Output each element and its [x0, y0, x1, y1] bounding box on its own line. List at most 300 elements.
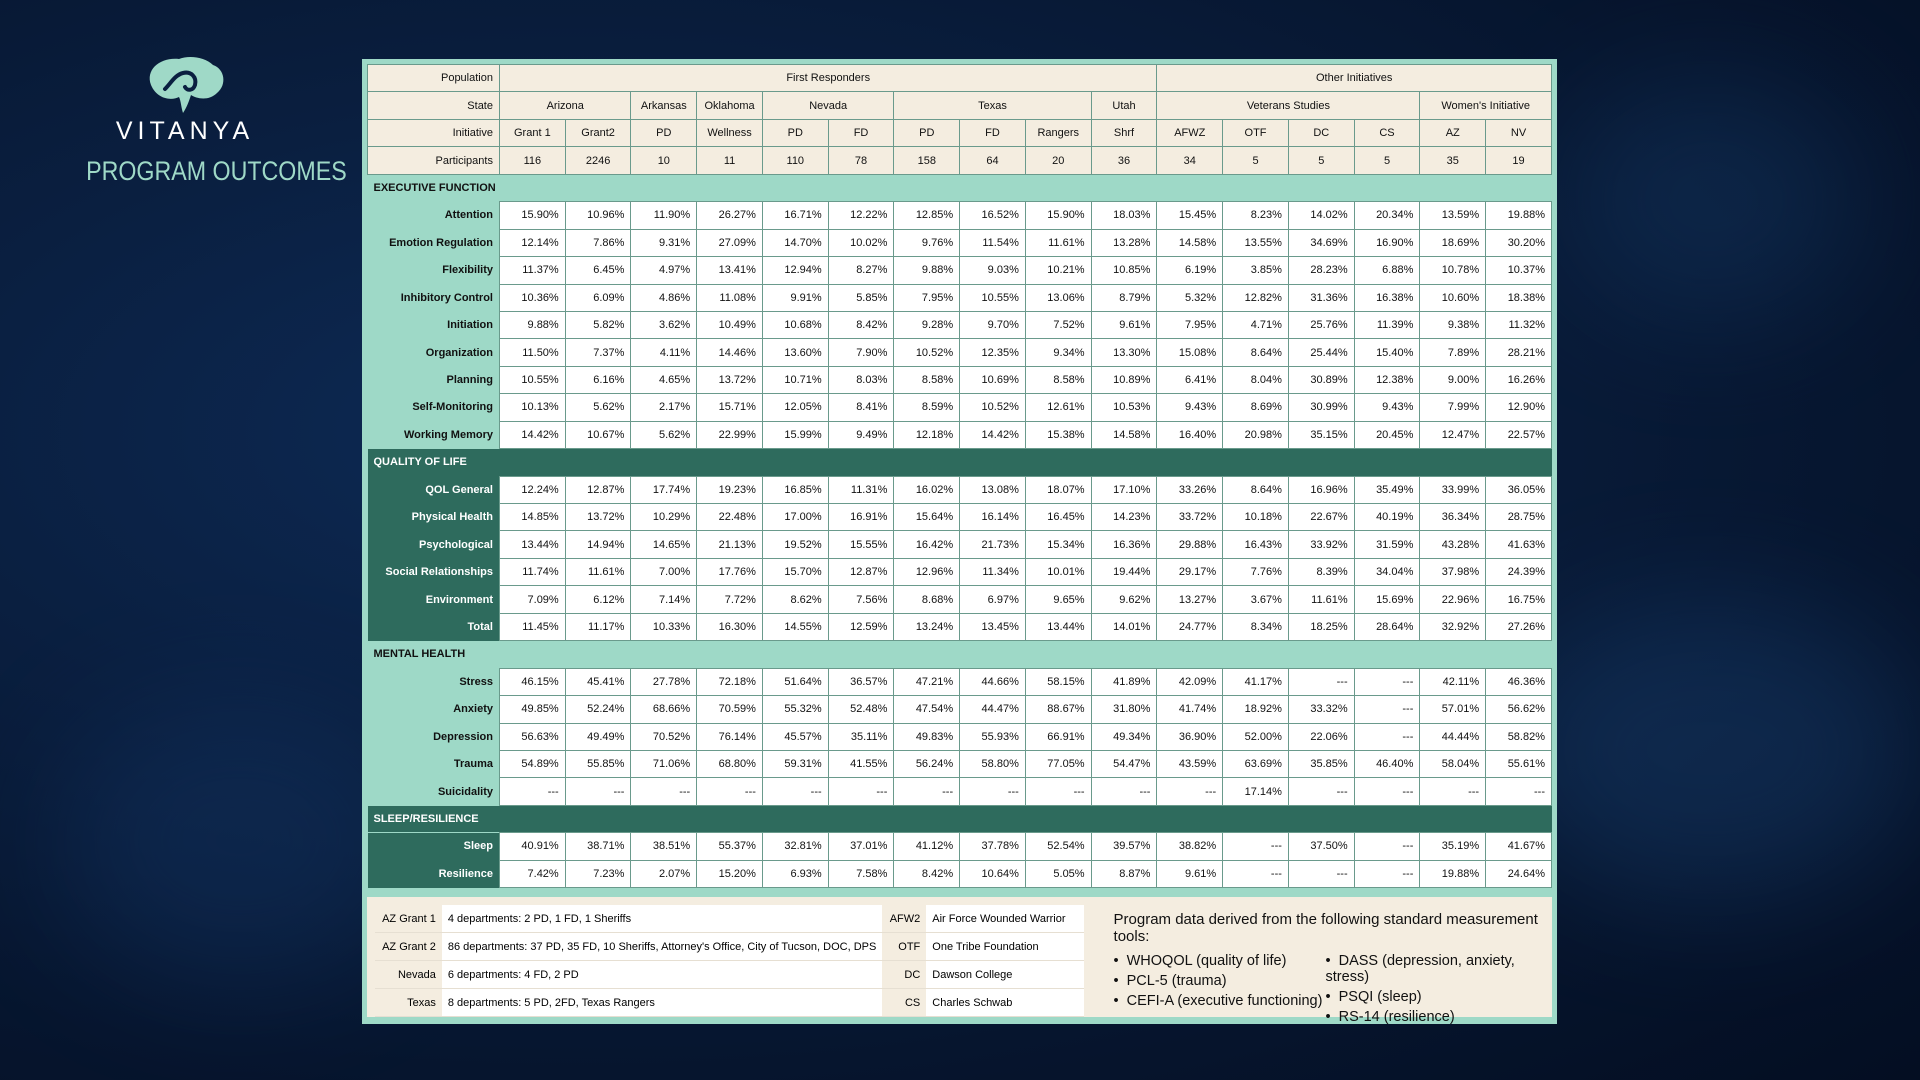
- table-cell: 19.52%: [762, 531, 828, 558]
- initiative-cell: AZ: [1420, 119, 1486, 146]
- table-cell: 35.19%: [1420, 833, 1486, 860]
- state-texas: Texas: [894, 92, 1091, 119]
- participants-cell: 11: [697, 147, 763, 174]
- table-cell: 6.19%: [1157, 257, 1223, 284]
- tool-item: • WHOQOL (quality of life): [1114, 953, 1326, 969]
- table-cell: 13.41%: [697, 257, 763, 284]
- table-cell: 56.63%: [499, 723, 565, 750]
- legend-row: [375, 905, 1084, 933]
- table-cell: 3.62%: [631, 311, 697, 338]
- population-label: Population: [368, 65, 500, 92]
- table-cell: 6.16%: [565, 366, 631, 393]
- table-cell: ---: [762, 778, 828, 805]
- table-cell: 2.07%: [631, 860, 697, 887]
- table-cell: 13.30%: [1091, 339, 1157, 366]
- table-cell: 13.72%: [565, 504, 631, 531]
- legend-value: Dawson College: [926, 961, 1083, 989]
- table-cell: 18.03%: [1091, 202, 1157, 229]
- table-cell: 16.90%: [1354, 229, 1420, 256]
- table-cell: 13.06%: [1025, 284, 1091, 311]
- table-cell: 12.35%: [960, 339, 1026, 366]
- table-cell: 11.32%: [1486, 311, 1552, 338]
- population-first-responders: First Responders: [499, 65, 1156, 92]
- table-cell: 11.31%: [828, 476, 894, 503]
- table-cell: 31.59%: [1354, 531, 1420, 558]
- table-cell: 19.23%: [697, 476, 763, 503]
- legend-key: Texas: [375, 989, 442, 1017]
- table-cell: 41.67%: [1486, 833, 1552, 860]
- table-cell: 9.61%: [1157, 860, 1223, 887]
- table-cell: ---: [894, 778, 960, 805]
- participants-cell: 34: [1157, 147, 1223, 174]
- tools-column-1: [1114, 953, 1326, 1029]
- row-label: Resilience: [368, 860, 500, 887]
- table-cell: 12.87%: [565, 476, 631, 503]
- state-arizona: Arizona: [499, 92, 630, 119]
- table-cell: 36.90%: [1157, 723, 1223, 750]
- table-cell: 20.34%: [1354, 202, 1420, 229]
- table-cell: 8.87%: [1091, 860, 1157, 887]
- table-cell: 46.36%: [1486, 668, 1552, 695]
- section-title: MENTAL HEALTH: [368, 641, 1552, 668]
- table-cell: 22.96%: [1420, 586, 1486, 613]
- table-cell: 9.62%: [1091, 586, 1157, 613]
- table-row: [368, 778, 1552, 805]
- table-cell: 27.09%: [697, 229, 763, 256]
- table-cell: 8.03%: [828, 366, 894, 393]
- initiative-cell: Rangers: [1025, 119, 1091, 146]
- table-cell: 34.04%: [1354, 558, 1420, 585]
- initiative-cell: PD: [894, 119, 960, 146]
- table-cell: ---: [1420, 778, 1486, 805]
- table-cell: 13.55%: [1223, 229, 1289, 256]
- legend-key: AZ Grant 2: [375, 933, 442, 961]
- table-cell: 40.91%: [499, 833, 565, 860]
- table-cell: 33.26%: [1157, 476, 1223, 503]
- table-cell: 7.58%: [828, 860, 894, 887]
- table-cell: 7.00%: [631, 558, 697, 585]
- table-cell: 4.65%: [631, 366, 697, 393]
- state-womens-initiative: Women's Initiative: [1420, 92, 1552, 119]
- table-cell: 32.92%: [1420, 613, 1486, 640]
- table-cell: 13.45%: [960, 613, 1026, 640]
- table-cell: 35.15%: [1288, 421, 1354, 448]
- participants-cell: 19: [1486, 147, 1552, 174]
- table-cell: 18.92%: [1223, 696, 1289, 723]
- participants-cell: 35: [1420, 147, 1486, 174]
- initiative-cell: DC: [1288, 119, 1354, 146]
- legend-value: 6 departments: 4 FD, 2 PD: [442, 961, 882, 989]
- legend-key: AFW2: [882, 905, 926, 933]
- table-cell: 5.62%: [565, 394, 631, 421]
- table-cell: ---: [1091, 778, 1157, 805]
- table-cell: 11.37%: [499, 257, 565, 284]
- table-cell: 9.61%: [1091, 311, 1157, 338]
- row-label: Total: [368, 613, 500, 640]
- table-cell: 12.18%: [894, 421, 960, 448]
- table-cell: 13.44%: [499, 531, 565, 558]
- table-cell: 22.06%: [1288, 723, 1354, 750]
- initiative-cell: AFWZ: [1157, 119, 1223, 146]
- table-cell: 7.89%: [1420, 339, 1486, 366]
- tool-item: • PCL-5 (trauma): [1114, 973, 1326, 989]
- tool-item: • DASS (depression, anxiety, stress): [1326, 953, 1538, 985]
- table-cell: 56.24%: [894, 750, 960, 777]
- table-cell: ---: [828, 778, 894, 805]
- table-cell: ---: [1354, 668, 1420, 695]
- table-cell: 8.68%: [894, 586, 960, 613]
- table-cell: 58.15%: [1025, 668, 1091, 695]
- row-label: Trauma: [368, 750, 500, 777]
- table-cell: 5.05%: [1025, 860, 1091, 887]
- table-cell: 68.80%: [697, 750, 763, 777]
- participants-cell: 36: [1091, 147, 1157, 174]
- table-cell: 10.67%: [565, 421, 631, 448]
- table-cell: ---: [565, 778, 631, 805]
- table-cell: 51.64%: [762, 668, 828, 695]
- table-cell: 16.85%: [762, 476, 828, 503]
- table-cell: 10.36%: [499, 284, 565, 311]
- participants-row: [368, 147, 1552, 174]
- table-row: [368, 504, 1552, 531]
- table-cell: 36.05%: [1486, 476, 1552, 503]
- table-cell: 12.05%: [762, 394, 828, 421]
- table-cell: 5.32%: [1157, 284, 1223, 311]
- table-cell: 14.85%: [499, 504, 565, 531]
- table-cell: 11.54%: [960, 229, 1026, 256]
- table-cell: 7.90%: [828, 339, 894, 366]
- table-cell: 14.70%: [762, 229, 828, 256]
- table-cell: 6.93%: [762, 860, 828, 887]
- table-cell: 16.02%: [894, 476, 960, 503]
- brand-name: VITANYA: [115, 117, 255, 145]
- table-cell: 24.77%: [1157, 613, 1223, 640]
- table-cell: 10.52%: [894, 339, 960, 366]
- table-cell: ---: [960, 778, 1026, 805]
- table-cell: 8.23%: [1223, 202, 1289, 229]
- table-cell: 11.34%: [960, 558, 1026, 585]
- table-cell: 27.26%: [1486, 613, 1552, 640]
- table-cell: 9.49%: [828, 421, 894, 448]
- table-cell: 14.55%: [762, 613, 828, 640]
- table-cell: 14.42%: [499, 421, 565, 448]
- table-cell: 34.69%: [1288, 229, 1354, 256]
- table-cell: 37.78%: [960, 833, 1026, 860]
- table-cell: 10.21%: [1025, 257, 1091, 284]
- table-cell: 16.40%: [1157, 421, 1223, 448]
- table-cell: 18.69%: [1420, 229, 1486, 256]
- table-cell: 55.85%: [565, 750, 631, 777]
- table-cell: 17.00%: [762, 504, 828, 531]
- table-cell: 26.27%: [697, 202, 763, 229]
- table-cell: 12.90%: [1486, 394, 1552, 421]
- table-cell: 13.60%: [762, 339, 828, 366]
- table-cell: 14.42%: [960, 421, 1026, 448]
- table-cell: 28.64%: [1354, 613, 1420, 640]
- initiative-cell: FD: [960, 119, 1026, 146]
- table-cell: 58.80%: [960, 750, 1026, 777]
- table-cell: ---: [1288, 860, 1354, 887]
- table-cell: 16.36%: [1091, 531, 1157, 558]
- table-cell: 52.00%: [1223, 723, 1289, 750]
- table-cell: 8.42%: [828, 311, 894, 338]
- table-cell: 38.51%: [631, 833, 697, 860]
- table-row: [368, 202, 1552, 229]
- section-title: QUALITY OF LIFE: [368, 449, 1552, 476]
- state-row: [368, 92, 1552, 119]
- table-cell: 18.25%: [1288, 613, 1354, 640]
- table-cell: 7.95%: [894, 284, 960, 311]
- table-cell: 10.78%: [1420, 257, 1486, 284]
- legend-value: Charles Schwab: [926, 989, 1083, 1017]
- row-label: Depression: [368, 723, 500, 750]
- table-cell: 10.13%: [499, 394, 565, 421]
- table-cell: 8.34%: [1223, 613, 1289, 640]
- initiative-cell: PD: [762, 119, 828, 146]
- table-cell: 11.17%: [565, 613, 631, 640]
- table-cell: 15.34%: [1025, 531, 1091, 558]
- table-row: [368, 229, 1552, 256]
- table-cell: 17.14%: [1223, 778, 1289, 805]
- table-cell: ---: [697, 778, 763, 805]
- table-cell: 14.58%: [1091, 421, 1157, 448]
- table-row: [368, 586, 1552, 613]
- state-label: State: [368, 92, 500, 119]
- table-cell: 24.39%: [1486, 558, 1552, 585]
- table-cell: 4.86%: [631, 284, 697, 311]
- legend-key: OTF: [882, 933, 926, 961]
- table-row: [368, 531, 1552, 558]
- table-cell: 40.19%: [1354, 504, 1420, 531]
- table-row: [368, 339, 1552, 366]
- table-cell: 70.52%: [631, 723, 697, 750]
- participants-cell: 110: [762, 147, 828, 174]
- row-label: Working Memory: [368, 421, 500, 448]
- table-cell: 7.56%: [828, 586, 894, 613]
- table-cell: 8.79%: [1091, 284, 1157, 311]
- participants-cell: 158: [894, 147, 960, 174]
- table-cell: ---: [1354, 778, 1420, 805]
- table-cell: 14.01%: [1091, 613, 1157, 640]
- table-cell: 15.40%: [1354, 339, 1420, 366]
- table-cell: 66.91%: [1025, 723, 1091, 750]
- table-cell: 15.70%: [762, 558, 828, 585]
- table-cell: 39.57%: [1091, 833, 1157, 860]
- table-cell: 6.45%: [565, 257, 631, 284]
- table-cell: 16.26%: [1486, 366, 1552, 393]
- table-cell: 10.71%: [762, 366, 828, 393]
- initiative-cell: OTF: [1223, 119, 1289, 146]
- table-cell: 4.11%: [631, 339, 697, 366]
- table-cell: 41.63%: [1486, 531, 1552, 558]
- table-cell: 10.52%: [960, 394, 1026, 421]
- table-cell: 12.85%: [894, 202, 960, 229]
- table-cell: 33.92%: [1288, 531, 1354, 558]
- table-cell: 16.38%: [1354, 284, 1420, 311]
- legend-value: One Tribe Foundation: [926, 933, 1083, 961]
- table-cell: 8.41%: [828, 394, 894, 421]
- table-cell: 27.78%: [631, 668, 697, 695]
- table-cell: 55.37%: [697, 833, 763, 860]
- table-cell: 11.45%: [499, 613, 565, 640]
- table-cell: 22.48%: [697, 504, 763, 531]
- table-cell: 9.34%: [1025, 339, 1091, 366]
- legend-table: [375, 905, 1084, 1017]
- table-cell: 54.89%: [499, 750, 565, 777]
- table-cell: 12.61%: [1025, 394, 1091, 421]
- initiative-row: [368, 119, 1552, 146]
- table-cell: 15.90%: [499, 202, 565, 229]
- table-cell: 77.05%: [1025, 750, 1091, 777]
- table-cell: 7.99%: [1420, 394, 1486, 421]
- participants-label: Participants: [368, 147, 500, 174]
- table-cell: 9.91%: [762, 284, 828, 311]
- initiative-cell: Grant 1: [499, 119, 565, 146]
- legend-value: 8 departments: 5 PD, 2FD, Texas Rangers: [442, 989, 882, 1017]
- table-cell: 22.67%: [1288, 504, 1354, 531]
- table-cell: 10.33%: [631, 613, 697, 640]
- table-cell: 8.42%: [894, 860, 960, 887]
- table-cell: 12.38%: [1354, 366, 1420, 393]
- legend-key: DC: [882, 961, 926, 989]
- table-cell: 43.59%: [1157, 750, 1223, 777]
- table-cell: 71.06%: [631, 750, 697, 777]
- table-row: [368, 476, 1552, 503]
- state-nevada: Nevada: [762, 92, 893, 119]
- table-cell: 12.14%: [499, 229, 565, 256]
- table-row: [368, 833, 1552, 860]
- table-cell: 8.64%: [1223, 476, 1289, 503]
- table-cell: 11.61%: [1025, 229, 1091, 256]
- initiative-cell: NV: [1486, 119, 1552, 146]
- table-cell: 8.27%: [828, 257, 894, 284]
- table-cell: 5.85%: [828, 284, 894, 311]
- table-cell: 10.60%: [1420, 284, 1486, 311]
- table-cell: 12.47%: [1420, 421, 1486, 448]
- state-veterans-studies: Veterans Studies: [1157, 92, 1420, 119]
- table-cell: 12.82%: [1223, 284, 1289, 311]
- participants-cell: 10: [631, 147, 697, 174]
- table-cell: 15.64%: [894, 504, 960, 531]
- initiative-cell: FD: [828, 119, 894, 146]
- row-label: Environment: [368, 586, 500, 613]
- table-cell: 30.99%: [1288, 394, 1354, 421]
- table-cell: 16.91%: [828, 504, 894, 531]
- row-label: Planning: [368, 366, 500, 393]
- tools-column-2: [1326, 953, 1538, 1029]
- table-cell: 9.88%: [894, 257, 960, 284]
- table-cell: 19.44%: [1091, 558, 1157, 585]
- table-cell: 9.70%: [960, 311, 1026, 338]
- table-cell: 21.13%: [697, 531, 763, 558]
- table-cell: 16.52%: [960, 202, 1026, 229]
- table-row: [368, 421, 1552, 448]
- table-cell: 9.43%: [1354, 394, 1420, 421]
- table-cell: 55.32%: [762, 696, 828, 723]
- row-label: Social Relationships: [368, 558, 500, 585]
- table-cell: 41.89%: [1091, 668, 1157, 695]
- table-cell: 47.21%: [894, 668, 960, 695]
- state-arkansas: Arkansas: [631, 92, 697, 119]
- table-cell: 72.18%: [697, 668, 763, 695]
- table-cell: 8.62%: [762, 586, 828, 613]
- table-row: [368, 613, 1552, 640]
- table-cell: 15.71%: [697, 394, 763, 421]
- legend-area: [367, 897, 1552, 1025]
- table-cell: 16.96%: [1288, 476, 1354, 503]
- table-cell: 30.20%: [1486, 229, 1552, 256]
- table-cell: 13.72%: [697, 366, 763, 393]
- table-cell: 12.94%: [762, 257, 828, 284]
- table-cell: 43.28%: [1420, 531, 1486, 558]
- initiative-cell: CS: [1354, 119, 1420, 146]
- table-cell: 25.76%: [1288, 311, 1354, 338]
- row-label: Flexibility: [368, 257, 500, 284]
- table-cell: 22.57%: [1486, 421, 1552, 448]
- table-cell: 11.61%: [565, 558, 631, 585]
- legend-value: Air Force Wounded Warrior: [926, 905, 1083, 933]
- table-cell: 10.69%: [960, 366, 1026, 393]
- table-cell: 11.74%: [499, 558, 565, 585]
- table-cell: 11.08%: [697, 284, 763, 311]
- table-cell: 18.38%: [1486, 284, 1552, 311]
- tool-item: • RS-14 (resilience): [1326, 1009, 1538, 1025]
- table-cell: 14.23%: [1091, 504, 1157, 531]
- table-row: [368, 558, 1552, 585]
- legend-key: CS: [882, 989, 926, 1017]
- table-cell: 57.01%: [1420, 696, 1486, 723]
- population-other-initiatives: Other Initiatives: [1157, 65, 1552, 92]
- table-cell: 31.36%: [1288, 284, 1354, 311]
- table-cell: ---: [1025, 778, 1091, 805]
- table-cell: 11.90%: [631, 202, 697, 229]
- table-cell: ---: [1354, 860, 1420, 887]
- row-label: Sleep: [368, 833, 500, 860]
- table-cell: 32.81%: [762, 833, 828, 860]
- participants-cell: 2246: [565, 147, 631, 174]
- table-cell: 10.02%: [828, 229, 894, 256]
- legend-key: Nevada: [375, 961, 442, 989]
- table-cell: 33.72%: [1157, 504, 1223, 531]
- table-cell: 58.82%: [1486, 723, 1552, 750]
- table-cell: 63.69%: [1223, 750, 1289, 777]
- table-cell: 7.37%: [565, 339, 631, 366]
- table-cell: 8.64%: [1223, 339, 1289, 366]
- table-cell: 24.64%: [1486, 860, 1552, 887]
- row-label: Physical Health: [368, 504, 500, 531]
- table-cell: 12.96%: [894, 558, 960, 585]
- participants-cell: 20: [1025, 147, 1091, 174]
- section-header-row: [368, 641, 1552, 668]
- table-cell: 49.34%: [1091, 723, 1157, 750]
- tool-item: • PSQI (sleep): [1326, 989, 1538, 1005]
- table-cell: 41.55%: [828, 750, 894, 777]
- table-cell: 9.28%: [894, 311, 960, 338]
- table-cell: 52.24%: [565, 696, 631, 723]
- table-cell: 35.11%: [828, 723, 894, 750]
- table-cell: 13.44%: [1025, 613, 1091, 640]
- legend-row: [375, 989, 1084, 1017]
- row-label: Self-Monitoring: [368, 394, 500, 421]
- table-cell: 49.85%: [499, 696, 565, 723]
- table-cell: 15.69%: [1354, 586, 1420, 613]
- table-cell: 15.45%: [1157, 202, 1223, 229]
- table-cell: 46.40%: [1354, 750, 1420, 777]
- table-cell: 44.66%: [960, 668, 1026, 695]
- table-cell: 18.07%: [1025, 476, 1091, 503]
- table-cell: ---: [499, 778, 565, 805]
- tool-item: • CEFI-A (executive functioning): [1114, 993, 1326, 1009]
